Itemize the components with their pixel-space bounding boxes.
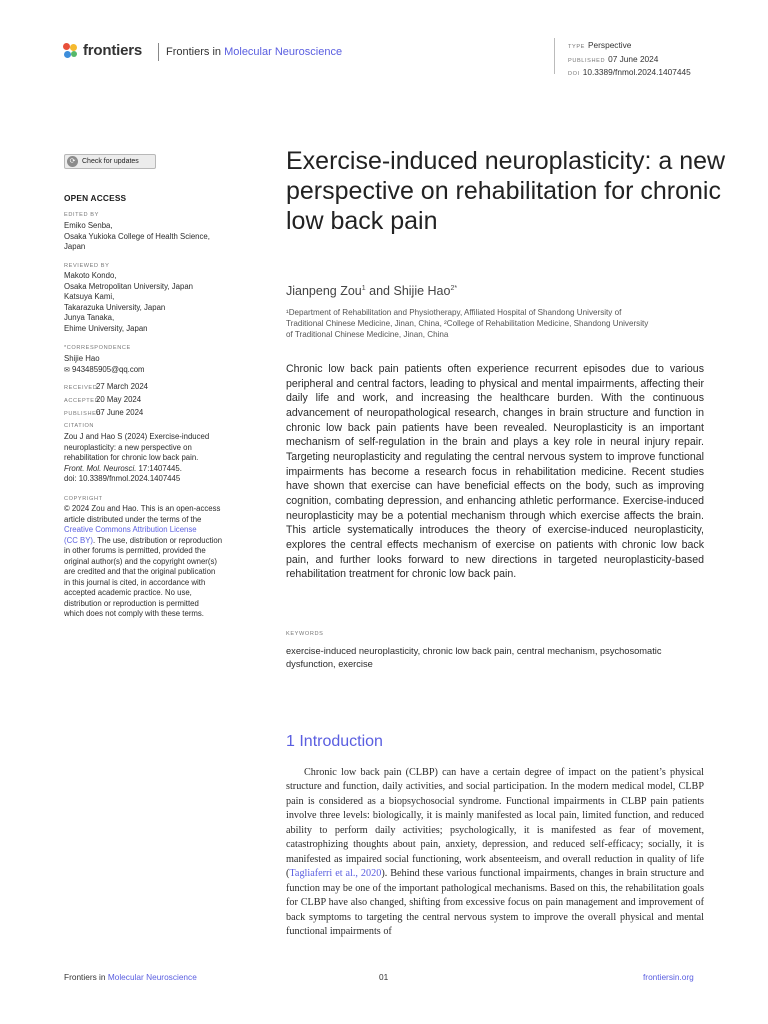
citation-line: rehabilitation for chronic low back pain. — [64, 453, 199, 462]
email-icon: ✉ — [64, 366, 70, 374]
intro-text: Chronic low back pain (CLBP) can have a certain degree of impact on the patient’s physical structure and function, daily activities, and social participation. In the modern medical model, CLBP pain is considered as a biopsychosocial syndrome. Functional impairments in CLBP pain patients involve three levels: biologically, it is mainly manifested as local pain, limited function, and reduced ability to perform daily activities; psychologically, it is manifested as fear of movement, catastrophizing thoughts about pain, anxiety, depression, and reduced self-efficacy; socially, it is manifested as impaired social functioning, work absenteeism, and overall reduction in quality of life ( — [286, 767, 704, 880]
refresh-icon: ⟳ — [67, 156, 78, 167]
author-conjunction: and — [365, 284, 394, 298]
frontiers-logo[interactable] — [63, 42, 142, 59]
abstract: Chronic low back pain patients often experience recurrent episodes due to various peripheral and central factors, leading to physical and mental impairments, affecting their daily life and work, and increasing the healthcare burden. With the continuous advancement of neuropathological research, changes in brain structure and function in chronic low back pain patients have been revealed. Neuroplasticity is an important mechanism of self-regulation in the brain and plays a key role in neural injury repair. Targeting neuroplasticity and regulating the central nervous system to improve functional impairments has become a research focus in rehabilitation medicine. Recent studies have shown that exercise can have beneficial effects on the body, such as improving cognition, combating depression, and enhancing athletic performance. Exercise-induced neuroplasticity may be a potential mechanism through which exercise affects the brain. This article systematically introduces the theory of exercise-induced neuroplasticity, explores the central effects mechanism of exercise on patients with chronic low back pain, and further looks forward to new directions in targeted neuroplasticity-based rehabilitation treatment for chronic low back pain. — [286, 363, 704, 581]
copyright-text — [64, 504, 244, 620]
section-heading: 1 Introduction — [286, 733, 383, 750]
doi-value[interactable]: 10.3389/fnmol.2024.1407445 — [582, 67, 691, 77]
footer-journal-name: Molecular Neuroscience — [107, 972, 197, 982]
published-label: PUBLISHED — [568, 57, 606, 64]
reviewer-line: Katsuya Kami, — [64, 292, 115, 301]
author-affil-marker: 1 — [361, 284, 366, 292]
reviewer-line: Junya Tanaka, — [64, 313, 115, 322]
copyright-line: distribution or reproduction is permitted — [64, 598, 199, 608]
reviewer-line: Makoto Kondo, — [64, 271, 117, 280]
reviewer-line: Takarazuka University, Japan — [64, 302, 166, 312]
check-for-updates-button[interactable] — [64, 154, 156, 169]
cc-license-link[interactable]: Creative Commons Attribution License — [64, 525, 197, 534]
correspondence-info — [64, 354, 244, 376]
dates — [64, 381, 148, 420]
copyright-line: in this journal is cited, in accordance with — [64, 577, 206, 587]
copyright-line: . The use, distribution or reproduction — [93, 535, 223, 545]
meta-divider — [554, 38, 555, 74]
copyright-line: article distributed under the terms of the — [64, 514, 202, 524]
received-label: RECEIVED — [64, 385, 98, 391]
intro-text: ). Behind these various functional impairments, changes in brain structure and function may be one of the important pathological mechanisms. Based on this, the rehabilitation goals for CLBP have also changed, shifting from excessive focus on pain management and improvement of back symptoms to targeting the central nervous system to improve the overall physical and mental functional impairments of — [286, 868, 705, 937]
editor-line: Emiko Senba, — [64, 221, 113, 230]
citation-doi[interactable]: doi: 10.3389/fnmol.2024.1407445 — [64, 474, 181, 483]
reviewer-line: Ehime University, Japan — [64, 323, 148, 333]
journal-name[interactable] — [166, 46, 342, 58]
citation-volume: 17:1407445. — [136, 463, 182, 473]
editor-line: Japan — [64, 242, 86, 251]
correspondence-email[interactable]: 943485905@qq.com — [72, 364, 145, 374]
affiliation-line: Traditional Chinese Medicine, Jinan, China, ²College of Rehabilitation Medicine, Shandong University — [286, 319, 649, 328]
correspondence-name: Shijie Hao — [64, 354, 100, 363]
copyright-line: which does not comply with these terms. — [64, 609, 204, 618]
page-number: 01 — [379, 972, 389, 982]
footer-site-link[interactable]: frontiersin.org — [643, 972, 694, 982]
intro-paragraph — [286, 766, 704, 939]
citation-text — [64, 432, 244, 485]
edited-by-label: EDITED BY — [64, 212, 99, 218]
published-date: 07 June 2024 — [96, 408, 144, 417]
editor-line: Osaka Yukioka College of Health Science, — [64, 231, 210, 241]
copyright-line: in other forums is permitted, provided the — [64, 546, 206, 555]
author-name[interactable]: Jianpeng Zou — [286, 284, 362, 298]
published-label: PUBLISHED — [64, 411, 102, 417]
open-access-label: OPEN ACCESS — [64, 193, 127, 203]
received-date: 27 March 2024 — [96, 382, 149, 391]
correspondence-label: *CORRESPONDENCE — [64, 345, 131, 351]
reviewer-line: Osaka Metropolitan University, Japan — [64, 281, 193, 291]
reviewed-by-label: REVIEWED BY — [64, 263, 110, 269]
brand-name: frontiers — [83, 42, 143, 59]
header-divider — [158, 43, 159, 61]
authors — [286, 284, 457, 298]
cc-by-link[interactable]: (CC BY) — [64, 535, 94, 545]
check-updates-label: Check for updates — [82, 158, 139, 165]
copyright-line: accepted academic practice. No use, — [64, 588, 192, 597]
copyright-label: COPYRIGHT — [64, 496, 103, 502]
citation-label: CITATION — [64, 423, 95, 429]
affiliation-line: ¹Department of Rehabilitation and Physiotherapy, Affiliated Hospital of Shandong University of — [286, 308, 622, 317]
journal-title: Molecular Neuroscience — [224, 46, 343, 58]
reviewer-info — [64, 271, 244, 334]
type-value: Perspective — [588, 40, 632, 50]
copyright-line: are credited and that the original publication — [64, 567, 216, 576]
keywords: exercise-induced neuroplasticity, chronic low back pain, central mechanism, psychosomatic dysfunction, exercise — [286, 646, 662, 669]
article-meta — [568, 40, 691, 81]
copyright-line: original author(s) and the copyright owner(s) — [64, 556, 217, 566]
accepted-date: 20 May 2024 — [96, 395, 142, 404]
accepted-label: ACCEPTED — [64, 398, 100, 404]
author-name[interactable]: Shijie Hao — [393, 284, 451, 298]
article-title: Exercise-induced neuroplasticity: a new perspective on rehabilitation for chronic low back pain — [286, 147, 726, 235]
type-label: TYPE — [568, 44, 586, 50]
keywords-label: KEYWORDS — [286, 631, 324, 637]
journal-prefix: Frontiers in — [166, 46, 222, 58]
doi-label: DOI — [568, 71, 580, 77]
footer-journal[interactable] — [64, 972, 197, 982]
author-affil-marker: 2* — [450, 284, 458, 292]
frontiers-logo-icon — [63, 43, 79, 59]
citation-link[interactable]: Tagliaferri et al., 2020 — [289, 868, 382, 880]
copyright-line: © 2024 Zou and Hao. This is an open-access — [64, 504, 221, 513]
citation-journal: Front. Mol. Neurosci. — [64, 463, 137, 473]
published-value: 07 June 2024 — [608, 53, 659, 64]
editor-info — [64, 221, 244, 253]
footer-journal-prefix: Frontiers in — [64, 972, 106, 982]
citation-line: Zou J and Hao S (2024) Exercise-induced — [64, 432, 210, 441]
affiliation-line: of Traditional Chinese Medicine, Jinan, China — [286, 330, 449, 339]
citation-line: neuroplasticity: a new perspective on — [64, 442, 192, 452]
affiliations — [286, 307, 716, 340]
